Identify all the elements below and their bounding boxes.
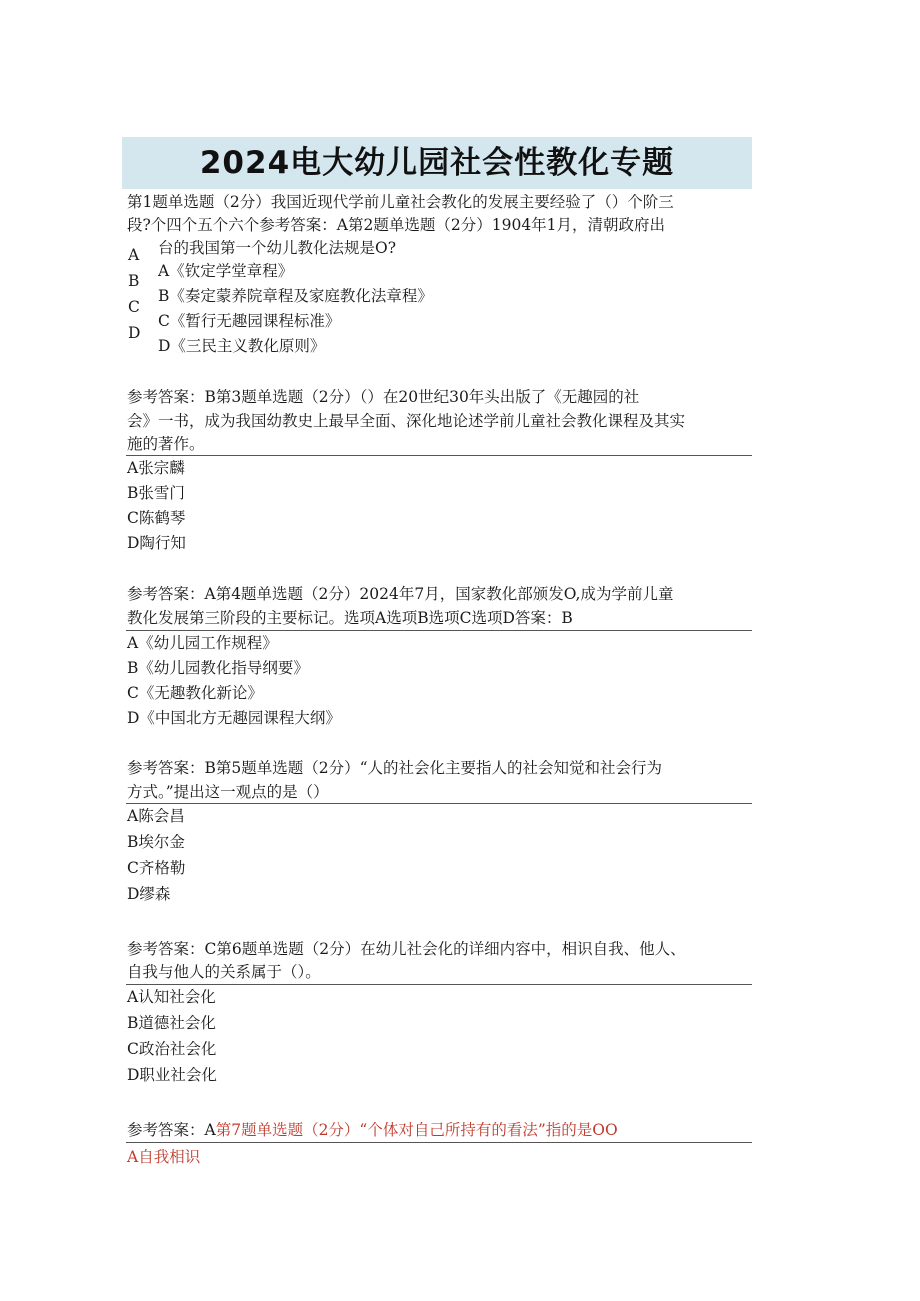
option-letter: A xyxy=(128,246,140,264)
option-letter: C xyxy=(128,298,140,316)
question-text-line: 台的我国第一个幼儿教化法规是O? xyxy=(158,239,397,257)
answer-option: B《奏定蒙养院章程及家庭教化法章程》 xyxy=(158,287,433,305)
question-text-line: 参考答案：A第4题单选题（2分）2024年7月，国家教化部颁发O,成为学前儿童 xyxy=(127,585,674,603)
question-text-line: 参考答案：B第3题单选题（2分）（）在20世纪30年头出版了《无趣园的社 xyxy=(127,388,640,406)
divider xyxy=(126,1142,752,1143)
answer-option: D《中国北方无趣园课程大纲》 xyxy=(127,709,341,727)
question-text-line: 参考答案：B第5题单选题（2分）“人的社会化主要指人的社会知觉和社会行为 xyxy=(127,759,663,777)
answer-option: B埃尔金 xyxy=(127,833,185,851)
question-text-line: 会》一书，成为我国幼教史上最早全面、深化地论述学前儿童社会教化课程及其实 xyxy=(127,412,686,430)
page-title: 2024电大幼儿园社会性教化专题 xyxy=(199,145,675,181)
divider xyxy=(126,455,752,456)
question-text-line: 方式。”提出这一观点的是（） xyxy=(127,783,329,801)
answer-option: C《无趣教化新论》 xyxy=(127,684,263,702)
answer-option: A《钦定学堂章程》 xyxy=(158,262,294,280)
answer-option: B张雪门 xyxy=(127,484,185,502)
answer-option: C政治社会化 xyxy=(127,1040,217,1058)
option-letter: B xyxy=(128,272,140,290)
answer-option: A《幼儿园工作规程》 xyxy=(127,634,278,652)
answer-option: D缪森 xyxy=(127,885,171,903)
answer-option: C齐格勒 xyxy=(127,859,186,877)
answer-option: A自我相识 xyxy=(127,1148,201,1166)
answer-option: C陈鹤琴 xyxy=(127,509,186,527)
answer-option: D《三民主义教化原则》 xyxy=(158,337,326,355)
answer-option: A认知社会化 xyxy=(127,988,216,1006)
divider xyxy=(126,630,752,631)
answer-option: D职业社会化 xyxy=(127,1066,217,1084)
question-text-line xyxy=(127,1119,618,1141)
answer-option: A张宗麟 xyxy=(127,459,185,477)
question-text-line: 施的著作。 xyxy=(127,435,205,453)
option-letter: D xyxy=(128,324,141,342)
answer-option: A陈会昌 xyxy=(127,807,185,825)
answer-option: B《幼儿园教化指导纲要》 xyxy=(127,659,309,677)
question-text-line: 自我与他人的关系属于（）。 xyxy=(127,963,321,981)
question-text-line: 参考答案：C第6题单选题（2分）在幼儿社会化的详细内容中，相识自我、他人、 xyxy=(127,940,686,958)
answer-prefix: 参考答案：A xyxy=(127,1121,216,1139)
answer-option: D陶行知 xyxy=(127,534,186,552)
answer-option: C《暂行无趣园课程标准》 xyxy=(158,312,341,330)
question-text-line: 第1题单选题（2分）我国近现代学前儿童社会教化的发展主要经验了（）个阶三 xyxy=(127,193,674,211)
divider xyxy=(126,984,752,985)
answer-option: B道德社会化 xyxy=(127,1014,216,1032)
question-text-line: 段?个四个五个六个参考答案：A第2题单选题（2分）1904年1月，清朝政府出 xyxy=(127,216,666,234)
highlighted-question: 第7题单选题（2分）“个体对自己所持有的看法”指的是OO xyxy=(215,1121,618,1139)
question-text-line: 教化发展第三阶段的主要标记。选项A选项B选项C选项D答案：B xyxy=(127,609,573,627)
divider xyxy=(126,803,752,804)
